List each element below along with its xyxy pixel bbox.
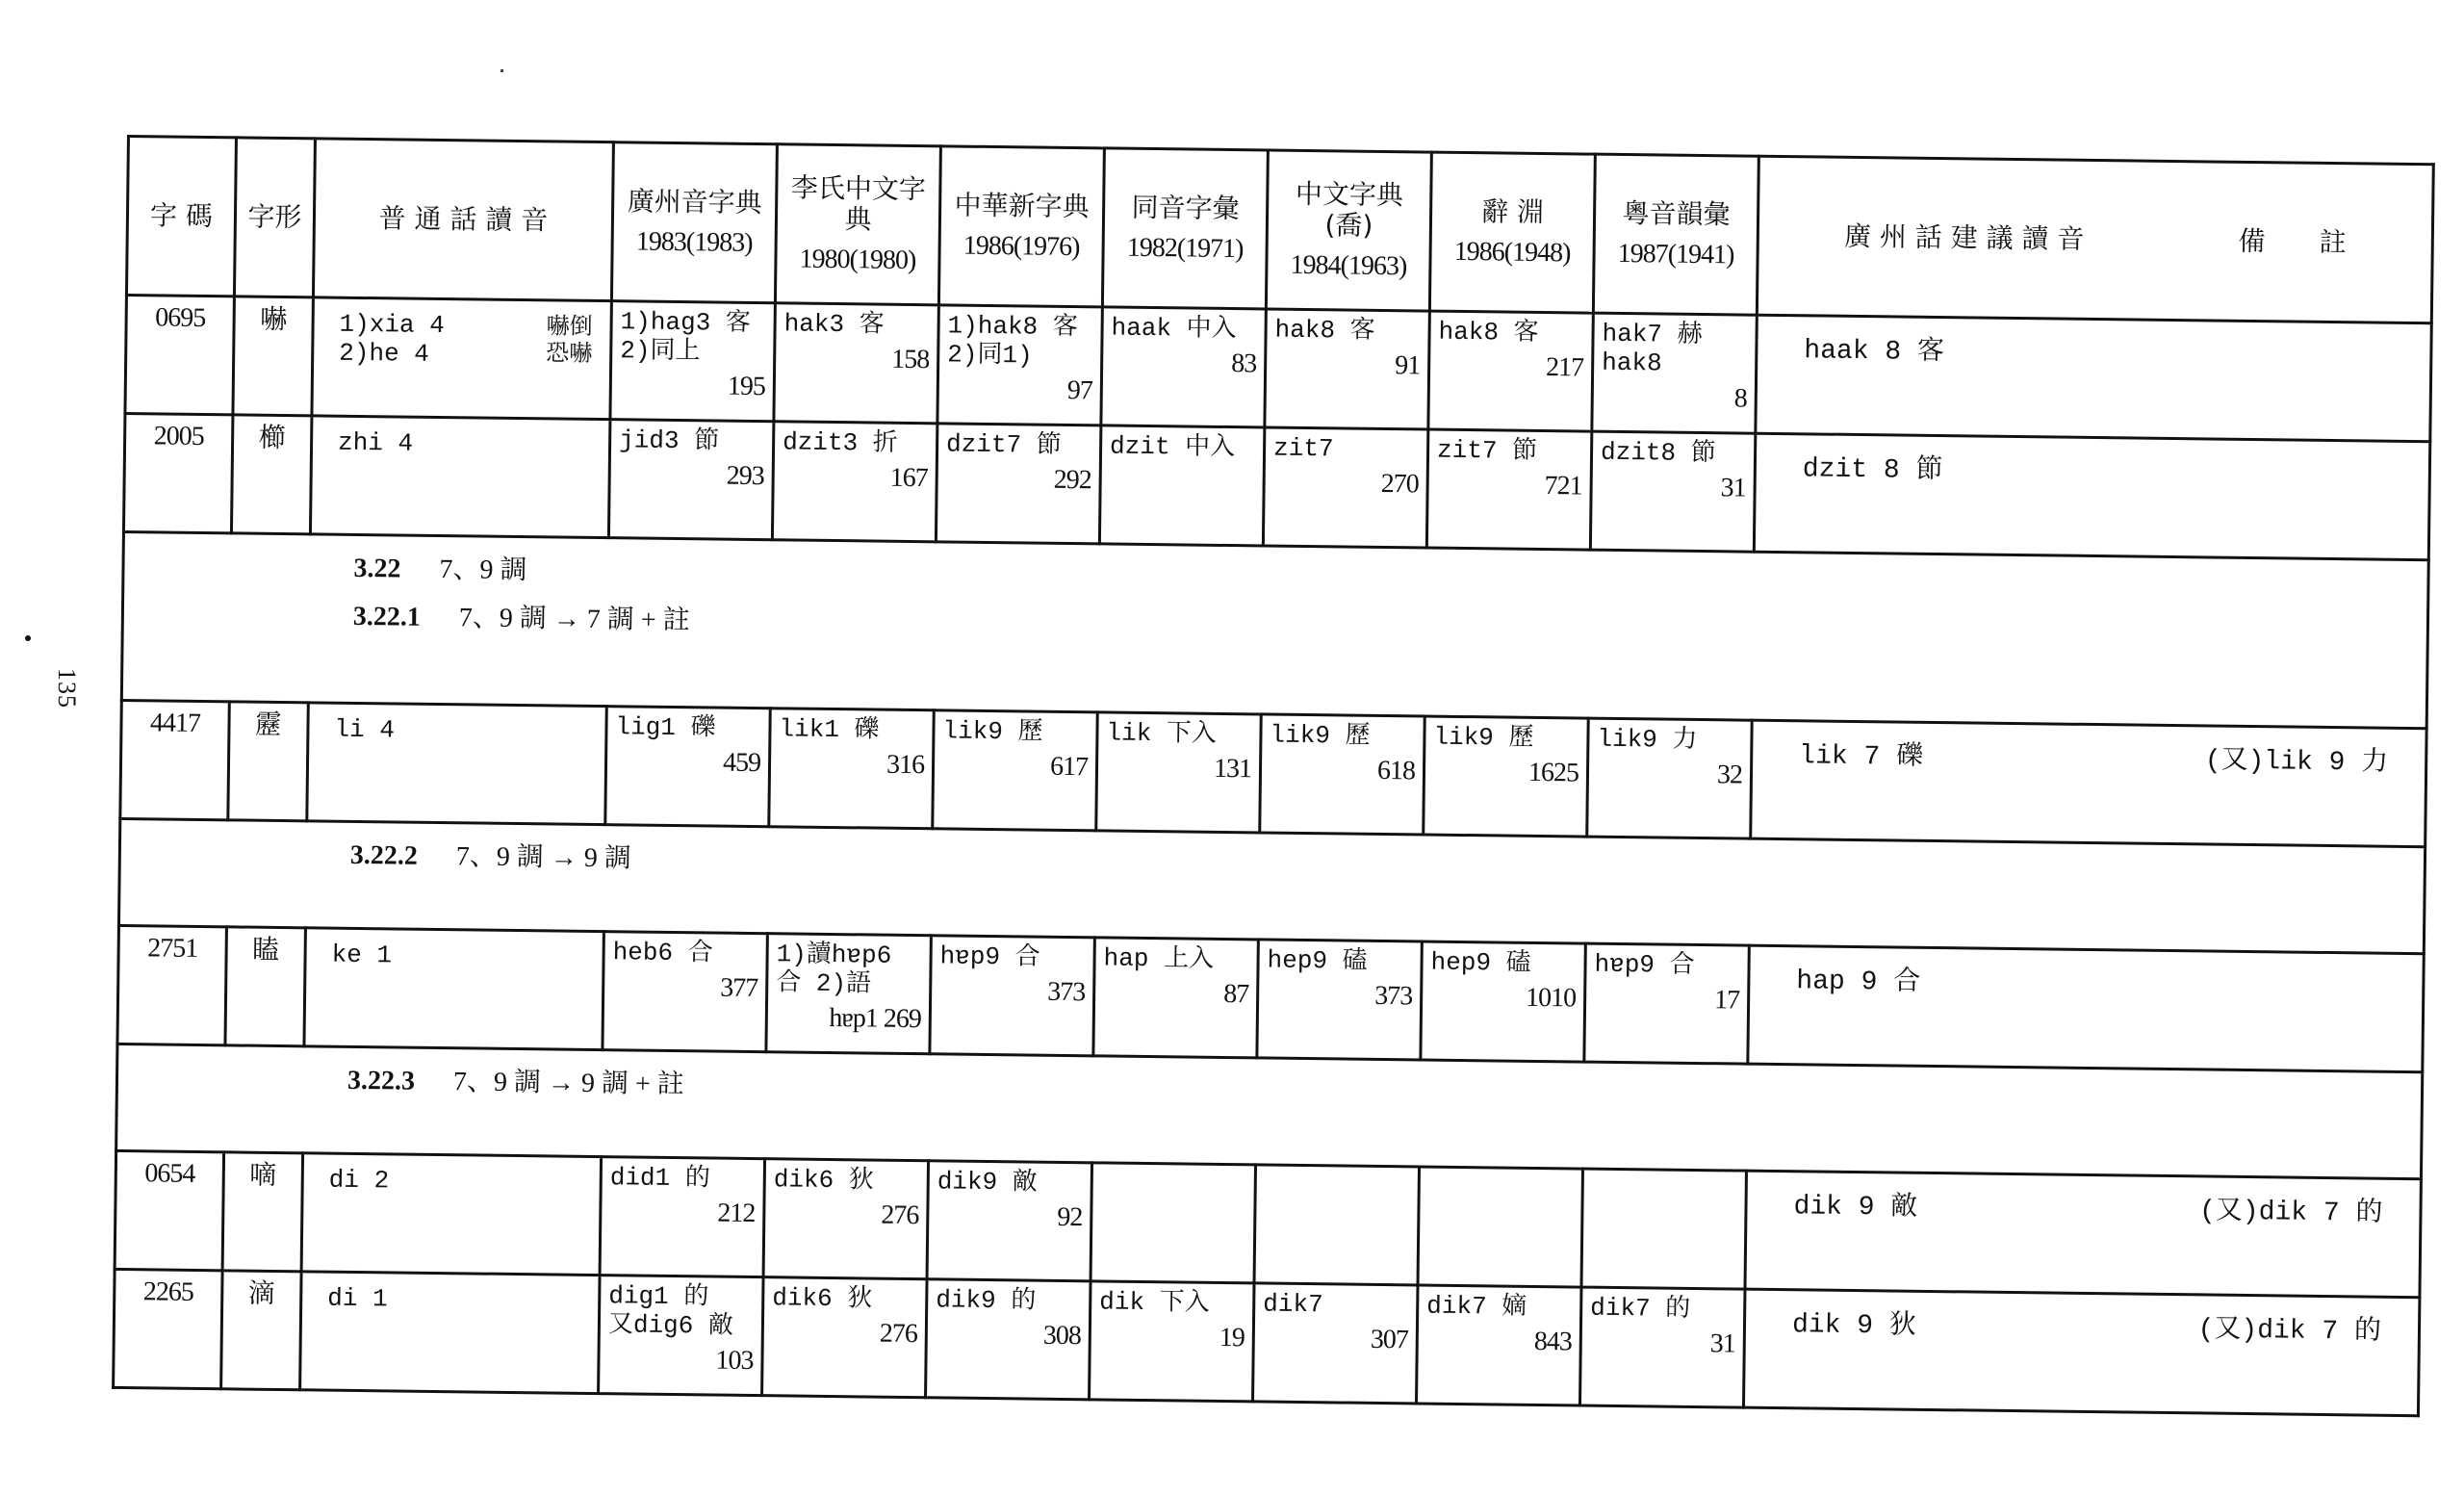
dict-entry-reading: dik7 的 bbox=[1590, 1293, 1691, 1324]
dict-entry-cell bbox=[1424, 716, 1588, 837]
dict-entry-reading: haak 中入 bbox=[1111, 313, 1237, 345]
mandarin-note: 嚇倒 恐嚇 bbox=[546, 312, 593, 367]
dict-year: 1982(1971) bbox=[1126, 232, 1244, 265]
dict-entry-reading: 1)讀hɐp6 合 2)語 bbox=[776, 940, 892, 999]
char-glyph-cell: 靂 bbox=[228, 702, 308, 821]
dict-entry-reading bbox=[1265, 1173, 1410, 1174]
header-code: 字 碼 bbox=[126, 137, 236, 296]
dict-entry-cell bbox=[599, 1276, 763, 1396]
dict-entry-cell bbox=[603, 932, 767, 1052]
mandarin-cell bbox=[301, 1153, 601, 1276]
recommended-reading: dzit 8 節 bbox=[1802, 454, 1943, 487]
dict-entry-page: 373 bbox=[1373, 980, 1413, 1012]
dict-entry-page: 92 bbox=[1057, 1201, 1083, 1233]
scan-speck bbox=[500, 69, 503, 72]
dict-entry-cell bbox=[1254, 1165, 1419, 1285]
recommended-cell bbox=[1745, 1171, 2421, 1298]
dict-entry-page: 195 bbox=[727, 371, 766, 401]
dict-entry-cell bbox=[1590, 431, 1755, 552]
header-dict-7 bbox=[1593, 154, 1758, 315]
dict-entry-page: 843 bbox=[1533, 1326, 1572, 1357]
recommended-reading: hap 9 合 bbox=[1796, 967, 1921, 998]
dict-entry-cell bbox=[1263, 427, 1427, 548]
dict-entry-reading bbox=[1101, 1170, 1246, 1172]
mandarin-wrap bbox=[317, 709, 597, 747]
recommended-wrap bbox=[1764, 441, 2422, 494]
dict-entry-cell bbox=[1096, 712, 1261, 833]
dict-entry-reading: lik9 力 bbox=[1597, 724, 1698, 755]
char-code-cell: 4417 bbox=[120, 700, 229, 819]
dict-entry-reading: hap 上入 bbox=[1103, 943, 1215, 974]
recommended-reading: lik 7 礫 bbox=[1799, 741, 1924, 773]
dict-entry-reading: dik6 狄 bbox=[772, 1283, 873, 1314]
subsection-title: 7、9 調 → 9 調 bbox=[455, 841, 632, 874]
mandarin-cell bbox=[307, 703, 606, 825]
mandarin-cell bbox=[312, 297, 611, 420]
dict-entry-page: 308 bbox=[1042, 1320, 1082, 1352]
dict-entry-reading: lik9 歷 bbox=[942, 716, 1043, 747]
dict-entry-cell bbox=[1093, 938, 1258, 1058]
dict-name: 中華新字典 bbox=[954, 189, 1090, 223]
header-recommended-remarks bbox=[1757, 156, 2433, 323]
dict-entry-cell bbox=[1253, 1283, 1418, 1404]
header-mandarin: 普 通 話 讀 音 bbox=[313, 139, 613, 301]
dict-entry-cell bbox=[600, 1157, 764, 1277]
mandarin-wrap bbox=[321, 423, 601, 460]
mandarin-reading: di 1 bbox=[327, 1283, 388, 1314]
mandarin-wrap bbox=[321, 304, 603, 371]
dict-entry-reading: dik9 的 bbox=[936, 1285, 1037, 1316]
mandarin-cell bbox=[304, 928, 603, 1050]
subsection-number: 3.22.2 bbox=[349, 839, 419, 871]
recommended-reading: haak 8 客 bbox=[1804, 336, 1945, 369]
subsection-title: 7、9 調 → 9 調 + 註 bbox=[452, 1067, 684, 1100]
section-row bbox=[121, 531, 2428, 728]
dict-entry-reading: 1)hak8 客 2)同1) bbox=[947, 311, 1079, 371]
dict-entry-reading: dzit7 節 bbox=[945, 429, 1062, 460]
dict-entry-reading: hep9 磕 bbox=[1267, 945, 1368, 976]
recommended-reading: dik 9 狄 bbox=[1791, 1310, 1917, 1342]
dict-entry-page: 91 bbox=[1394, 350, 1421, 381]
dict-entry-page bbox=[1101, 1173, 1246, 1175]
dict-entry-cell bbox=[772, 422, 937, 542]
dict-entry-cell bbox=[1428, 311, 1593, 431]
header-dict-4 bbox=[1102, 148, 1268, 309]
dict-entry-reading: dig1 的 又dig6 敵 bbox=[607, 1281, 734, 1341]
header-dict-3 bbox=[938, 146, 1104, 307]
dict-year: 1984(1963) bbox=[1290, 249, 1407, 282]
dict-entry-cell bbox=[927, 1161, 1091, 1281]
dict-entry-page: 617 bbox=[1049, 751, 1089, 783]
recommended-cell bbox=[1748, 945, 2424, 1072]
char-glyph-cell: 滴 bbox=[221, 1271, 301, 1390]
header-dict-1 bbox=[611, 142, 777, 303]
dict-entry-cell bbox=[1579, 1287, 1744, 1407]
header-dict-2 bbox=[775, 144, 940, 305]
dict-entry-cell bbox=[1099, 425, 1264, 546]
dict-entry-cell bbox=[1260, 714, 1424, 835]
dict-entry-cell bbox=[762, 1277, 927, 1398]
section-cell bbox=[121, 531, 2428, 728]
dict-entry-reading: lik 下入 bbox=[1106, 718, 1218, 749]
dict-entry-page: 8 bbox=[1733, 383, 1747, 414]
dict-entry-cell bbox=[1587, 718, 1752, 838]
dict-entry-reading: 1)hag3 客 2)同上 bbox=[620, 307, 752, 367]
char-glyph-cell: 瞌 bbox=[225, 927, 305, 1046]
dict-entry-cell bbox=[1101, 307, 1266, 427]
mandarin-wrap bbox=[312, 1160, 592, 1198]
dict-entry-page: 316 bbox=[886, 749, 925, 781]
dict-entry-page: 87 bbox=[1222, 978, 1249, 1010]
mandarin-wrap bbox=[314, 935, 594, 972]
dict-name: 粵音韻彙 bbox=[1622, 196, 1731, 231]
remark-text: (又)dik 7 的 bbox=[2197, 1315, 2382, 1348]
dict-entry-cell bbox=[1265, 309, 1429, 429]
dict-entry-page: 212 bbox=[717, 1198, 756, 1228]
section-number: 3.22 bbox=[353, 553, 401, 584]
dict-entry-page: 1625 bbox=[1527, 757, 1579, 788]
dict-entry-page: 377 bbox=[720, 972, 758, 1003]
dict-entry-reading: dik 下入 bbox=[1099, 1287, 1210, 1318]
subsection-number: 3.22.3 bbox=[346, 1065, 416, 1096]
header-dict-6 bbox=[1429, 152, 1595, 313]
dict-name: 廣州音字典 bbox=[627, 185, 762, 219]
dict-entry-reading: lik9 歷 bbox=[1433, 722, 1534, 753]
dict-entry-cell bbox=[605, 707, 770, 827]
dict-name: 辭 淵 bbox=[1480, 195, 1545, 228]
dict-entry-page bbox=[1428, 1178, 1574, 1180]
dict-entry-reading: zit7 節 bbox=[1436, 435, 1538, 466]
dict-entry-cell bbox=[766, 934, 931, 1054]
dict-entry-cell bbox=[1581, 1169, 1746, 1289]
dict-entry-page: 97 bbox=[1066, 374, 1093, 406]
mandarin-cell bbox=[310, 416, 609, 538]
dict-entry-page: 167 bbox=[889, 462, 928, 494]
dict-entry-reading: hak8 客 bbox=[1274, 315, 1375, 346]
dict-entry-page: 721 bbox=[1544, 470, 1582, 502]
dict-year: 1980(1980) bbox=[799, 244, 916, 276]
dict-entry-reading: hak3 客 bbox=[783, 309, 885, 340]
margin-dot bbox=[25, 635, 31, 641]
dict-entry-cell bbox=[1592, 313, 1757, 433]
dict-entry-cell bbox=[1416, 1285, 1580, 1405]
dict-entry-reading: hak7 赫 hak8 bbox=[1602, 319, 1703, 378]
dict-entry-reading: zit7 bbox=[1272, 433, 1334, 464]
char-code-cell: 2265 bbox=[114, 1269, 222, 1388]
dict-year: 1983(1983) bbox=[635, 226, 753, 258]
recommended-cell bbox=[1754, 433, 2429, 560]
dict-entry-page: 276 bbox=[879, 1318, 918, 1350]
dict-entry-reading: lig1 礫 bbox=[615, 712, 716, 743]
dict-entry-cell bbox=[933, 710, 1097, 831]
recommended-cell bbox=[1756, 315, 2431, 442]
mandarin-reading: di 2 bbox=[328, 1165, 390, 1196]
remark-text: (又)lik 9 力 bbox=[2204, 746, 2389, 779]
header-glyph: 字形 bbox=[234, 138, 315, 297]
mandarin-reading: li 4 bbox=[334, 714, 396, 745]
dict-entry-page: 217 bbox=[1545, 351, 1584, 383]
mandarin-reading: ke 1 bbox=[331, 940, 393, 970]
dict-entry-cell bbox=[930, 936, 1094, 1056]
char-code-cell: 2005 bbox=[123, 413, 232, 532]
dict-entry-cell bbox=[926, 1279, 1091, 1400]
recommended-wrap bbox=[1765, 322, 2423, 375]
dict-entry-page: 32 bbox=[1716, 760, 1743, 790]
dict-year: 1986(1948) bbox=[1453, 236, 1571, 269]
dict-entry-cell bbox=[1418, 1167, 1582, 1287]
dict-entry-reading: lik1 礫 bbox=[779, 714, 880, 745]
dict-entry-cell bbox=[1257, 940, 1422, 1060]
char-glyph-cell: 櫛 bbox=[231, 415, 311, 534]
dict-entry-page bbox=[1592, 1180, 1737, 1182]
dict-entry-cell bbox=[937, 305, 1102, 425]
pronunciation-table bbox=[112, 135, 2435, 1417]
section-title: 7、9 調 bbox=[439, 554, 527, 586]
recommended-wrap bbox=[1760, 728, 2418, 781]
dict-entry-page: 618 bbox=[1376, 755, 1416, 786]
dict-entry-page: 276 bbox=[881, 1199, 919, 1231]
dict-entry-page: 131 bbox=[1213, 753, 1252, 785]
dict-entry-cell bbox=[1426, 429, 1591, 550]
dict-entry-cell bbox=[1090, 1281, 1254, 1402]
header-dict-5 bbox=[1266, 150, 1431, 311]
dict-entry-cell bbox=[1091, 1163, 1255, 1283]
header-remarks: 備 註 bbox=[2238, 224, 2347, 259]
recommended-reading: dik 9 敵 bbox=[1793, 1192, 1918, 1224]
recommended-wrap bbox=[1754, 1297, 2411, 1350]
subsection-title: 7、9 調 → 7 調 + 註 bbox=[458, 603, 690, 636]
dict-entry-page: 1010 bbox=[1525, 982, 1577, 1014]
dict-entry-page: 293 bbox=[726, 460, 764, 492]
subsection-number: 3.22.1 bbox=[352, 602, 422, 632]
dict-entry-page: 292 bbox=[1053, 464, 1091, 496]
dict-entry-cell bbox=[610, 301, 775, 422]
char-glyph-cell: 嚇 bbox=[233, 296, 313, 416]
recommended-wrap bbox=[1755, 1178, 2412, 1231]
mandarin-reading: 1)xia 4 2)he 4 bbox=[339, 309, 446, 369]
dict-entry-page: 103 bbox=[715, 1345, 754, 1376]
dict-entry-reading: did1 的 bbox=[609, 1163, 710, 1194]
dict-entry-page: 459 bbox=[722, 747, 761, 778]
header-recommended: 廣 州 話 建 議 讀 音 bbox=[1843, 219, 2085, 255]
dict-entry-reading: dik7 bbox=[1263, 1289, 1323, 1320]
dict-entry-reading bbox=[1592, 1176, 1737, 1178]
dict-entry-page: 307 bbox=[1370, 1324, 1408, 1355]
dict-entry-reading: dik6 狄 bbox=[773, 1165, 874, 1196]
dict-year: 1987(1941) bbox=[1617, 238, 1734, 271]
dict-entry-page bbox=[1110, 465, 1255, 467]
dict-entry-cell bbox=[769, 709, 934, 829]
dict-entry-reading bbox=[1428, 1174, 1574, 1176]
dict-name: 李氏中文字典 bbox=[790, 171, 927, 236]
dict-entry-page: 83 bbox=[1230, 348, 1257, 379]
dict-entry-reading: dzit 中入 bbox=[1109, 431, 1236, 463]
page-number: 135 bbox=[53, 668, 81, 709]
dict-entry-reading: heb6 合 bbox=[612, 938, 713, 968]
dict-entry-cell bbox=[936, 424, 1100, 544]
remark-text: (又)dik 7 的 bbox=[2198, 1197, 2383, 1229]
header-row bbox=[126, 137, 2433, 323]
dict-entry-page bbox=[1265, 1176, 1410, 1178]
dict-entry-page: 17 bbox=[1713, 985, 1740, 1016]
dict-entry-reading: dik9 敵 bbox=[937, 1167, 1038, 1198]
char-code-cell: 2751 bbox=[117, 925, 226, 1044]
dict-entry-page: 31 bbox=[1709, 1328, 1735, 1359]
dict-name: 中文字典(喬) bbox=[1295, 177, 1404, 242]
dict-entry-cell bbox=[774, 303, 938, 424]
dict-entry-reading: dzit8 節 bbox=[1600, 437, 1716, 469]
mandarin-reading: zhi 4 bbox=[337, 427, 414, 458]
dict-entry-reading: lik9 歷 bbox=[1270, 720, 1371, 751]
dict-entry-cell bbox=[1584, 943, 1749, 1064]
recommended-cell bbox=[1743, 1289, 2419, 1416]
dict-name: 同音字彙 bbox=[1131, 191, 1240, 224]
dict-entry-page: 158 bbox=[891, 344, 930, 375]
dict-entry-cell bbox=[763, 1159, 928, 1279]
dict-entry-cell bbox=[1421, 941, 1585, 1062]
recommended-cell bbox=[1751, 720, 2426, 847]
dict-entry-reading: dik7 嫡 bbox=[1426, 1291, 1527, 1322]
dict-entry-reading: hak8 客 bbox=[1438, 317, 1539, 348]
dict-entry-page: 31 bbox=[1720, 473, 1746, 503]
mandarin-cell bbox=[300, 1272, 600, 1394]
dict-entry-page: 19 bbox=[1219, 1322, 1245, 1353]
mandarin-wrap bbox=[310, 1278, 590, 1316]
dict-entry-reading: hɐp9 合 bbox=[939, 941, 1040, 972]
dict-entry-reading: hɐp9 合 bbox=[1594, 949, 1695, 980]
dict-entry-page: 373 bbox=[1047, 976, 1086, 1008]
dict-entry-page: hɐp1 269 bbox=[829, 1002, 922, 1034]
recommended-wrap bbox=[1758, 953, 2415, 1006]
dict-entry-reading: hep9 磕 bbox=[1430, 947, 1531, 978]
dict-entry-reading: dzit3 折 bbox=[782, 427, 898, 458]
dict-entry-cell bbox=[608, 420, 773, 540]
dict-entry-reading: jid3 節 bbox=[618, 425, 720, 456]
dict-year: 1986(1976) bbox=[962, 230, 1080, 263]
char-code-cell: 0695 bbox=[125, 296, 234, 415]
char-code-cell: 0654 bbox=[115, 1150, 223, 1270]
dict-entry-page: 270 bbox=[1380, 468, 1419, 500]
char-glyph-cell: 嘀 bbox=[222, 1152, 302, 1272]
